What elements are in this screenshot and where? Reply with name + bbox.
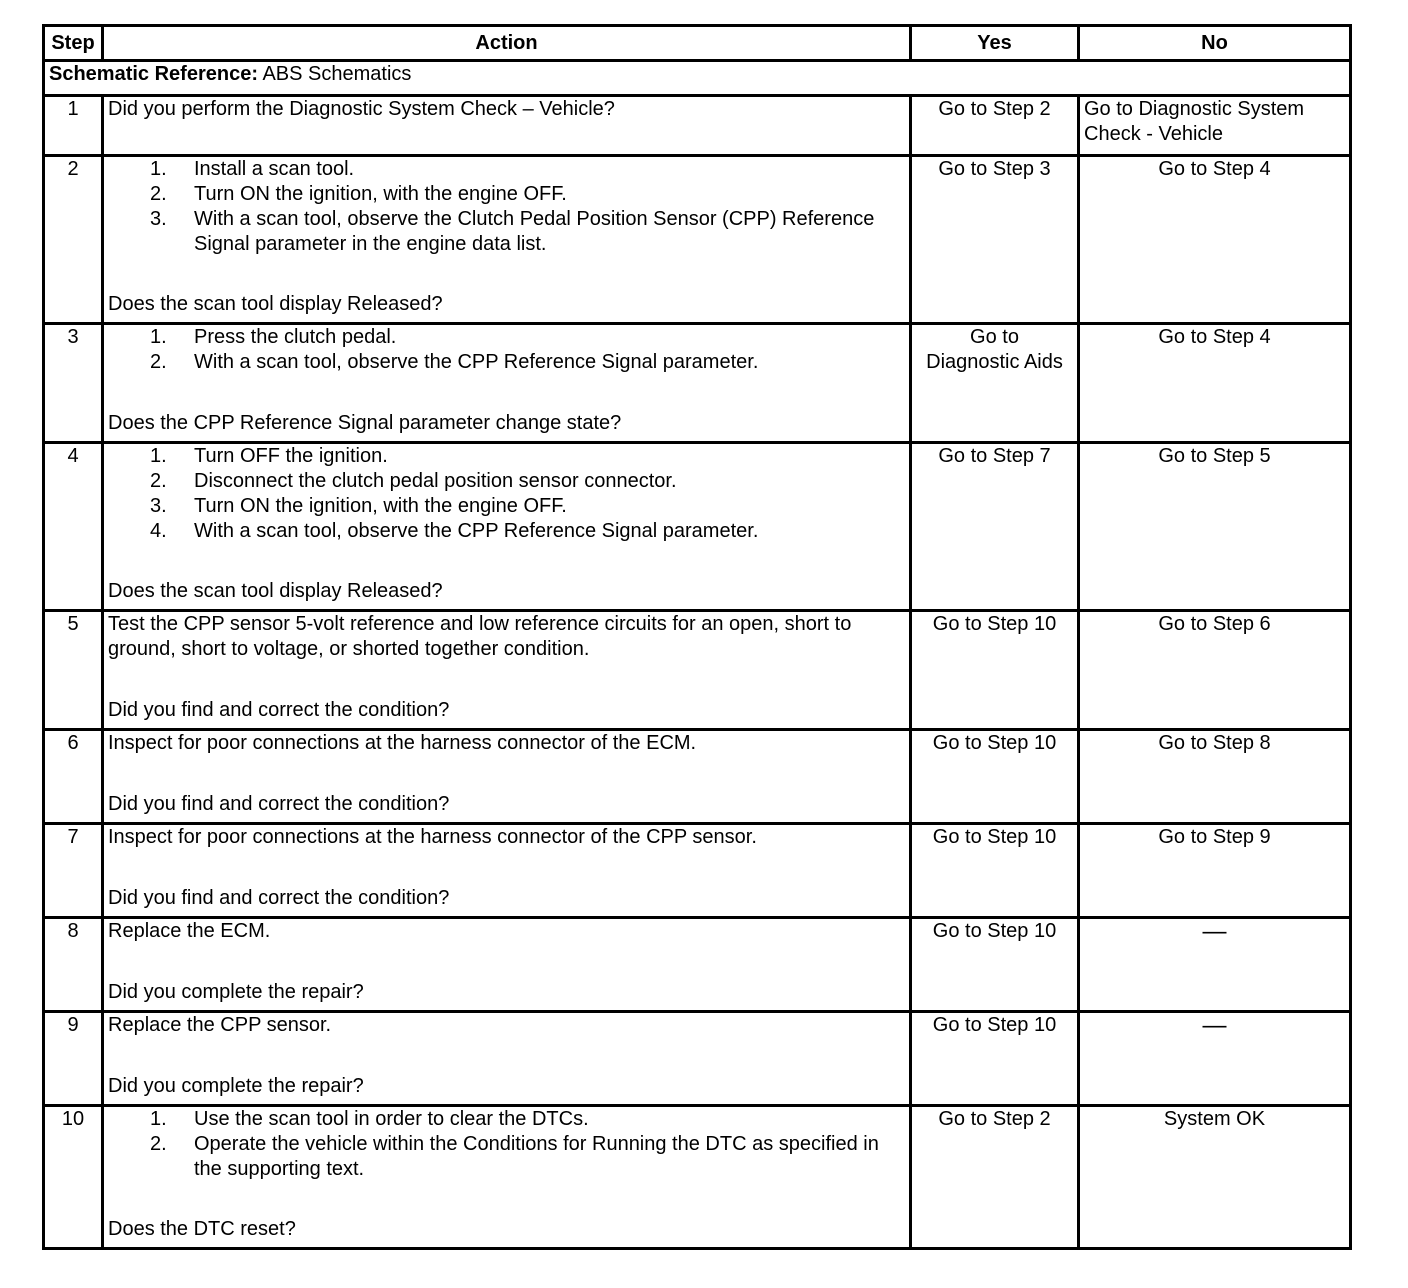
action-question: Did you find and correct the condition? [108,699,450,721]
action-question: Did you find and correct the condition? [108,887,450,909]
action-cell [103,730,911,824]
action-cell [103,824,911,918]
no-result: Go to Step 5 [1079,443,1351,611]
list-item: 3. Turn ON the ignition, with the engine OFF. [150,495,567,517]
action-cell [103,918,911,1012]
no-result: Go to Step 4 [1079,156,1351,324]
header-row [44,26,1351,61]
action-cell [103,611,911,730]
no-result: Go to Step 8 [1079,730,1351,824]
yes-result: Go to Step 7 [911,443,1079,611]
action-cell [103,1106,911,1249]
table-row [44,443,1351,611]
step-number: 8 [44,918,103,1012]
action-text: Did you perform the Diagnostic System Check – Vehicle? [108,98,615,120]
step-number: 7 [44,824,103,918]
action-cell [103,156,911,324]
list-item: 3. With a scan tool, observe the Clutch Pedal Position Sensor (CPP) Reference Signal parameter in the engine data list. [150,208,875,255]
table-row [44,1012,1351,1106]
action-list [108,1107,905,1182]
header-step: Step [44,26,103,61]
table-row [44,611,1351,730]
list-item: 2. Disconnect the clutch pedal position sensor connector. [150,470,677,492]
header-yes: Yes [911,26,1079,61]
yes-result: Go to Step 10 [911,918,1079,1012]
table-row [44,324,1351,443]
action-question: Does the CPP Reference Signal parameter change state? [108,412,622,434]
step-number: 1 [44,96,103,156]
yes-result: Go to Step 10 [911,824,1079,918]
table-row [44,918,1351,1012]
step-number: 3 [44,324,103,443]
yes-result: Go to Diagnostic Aids [911,324,1079,443]
action-list [108,325,905,375]
action-cell [103,443,911,611]
no-result: Go to Step 6 [1079,611,1351,730]
action-question: Did you find and correct the condition? [108,793,450,815]
list-item: 2. With a scan tool, observe the CPP Reference Signal parameter. [150,351,759,373]
action-cell [103,1012,911,1106]
step-number: 6 [44,730,103,824]
yes-result: Go to Step 10 [911,1012,1079,1106]
action-text: Replace the CPP sensor. [108,1014,332,1036]
action-question: Does the scan tool display Released? [108,580,443,602]
step-number: 10 [44,1106,103,1249]
list-item: 2. Turn ON the ignition, with the engine OFF. [150,183,567,205]
yes-result: Go to Step 2 [911,1106,1079,1249]
table-row [44,156,1351,324]
header-action: Action [103,26,911,61]
action-text: Replace the ECM. [108,920,271,942]
list-item: 4. With a scan tool, observe the CPP Reference Signal parameter. [150,520,759,542]
no-result: System OK [1079,1106,1351,1249]
action-list [108,444,905,544]
action-list [108,157,905,257]
list-item: 1. Install a scan tool. [150,158,355,180]
yes-result: Go to Step 3 [911,156,1079,324]
table-row [44,1106,1351,1249]
list-item: 1. Press the clutch pedal. [150,326,397,348]
list-item: 1. Use the scan tool in order to clear the DTCs. [150,1108,589,1130]
action-text: Test the CPP sensor 5-volt reference and low reference circuits for an open, short to ground, short to voltage, or shorted together condition. [108,613,852,660]
action-text: Inspect for poor connections at the harness connector of the ECM. [108,732,697,754]
list-item: 2. Operate the vehicle within the Conditions for Running the DTC as specified in the supporting text. [150,1133,879,1180]
no-result: — [1079,918,1351,1012]
step-number: 4 [44,443,103,611]
action-question: Does the scan tool display Released? [108,293,443,315]
no-result: Go to Step 9 [1079,824,1351,918]
yes-result: Go to Step 10 [911,611,1079,730]
action-question: Did you complete the repair? [108,981,364,1003]
action-cell [103,96,911,156]
step-number: 5 [44,611,103,730]
step-number: 9 [44,1012,103,1106]
table-row [44,824,1351,918]
yes-result: Go to Step 10 [911,730,1079,824]
table-row [44,96,1351,156]
step-number: 2 [44,156,103,324]
yes-result: Go to Step 2 [911,96,1079,156]
no-result: — [1079,1012,1351,1106]
schematic-reference-label: Schematic Reference: [49,63,258,85]
no-result: Go to Step 4 [1079,324,1351,443]
action-question: Did you complete the repair? [108,1075,364,1097]
list-item: 1. Turn OFF the ignition. [150,445,388,467]
action-question: Does the DTC reset? [108,1218,296,1240]
schematic-reference-row [44,61,1351,96]
schematic-reference [44,61,1351,96]
diagnostic-table [42,24,1352,1250]
schematic-reference-value: ABS Schematics [262,63,412,85]
action-cell [103,324,911,443]
header-no: No [1079,26,1351,61]
table-row [44,730,1351,824]
no-result: Go to Diagnostic System Check - Vehicle [1079,96,1351,156]
action-text: Inspect for poor connections at the harness connector of the CPP sensor. [108,826,757,848]
